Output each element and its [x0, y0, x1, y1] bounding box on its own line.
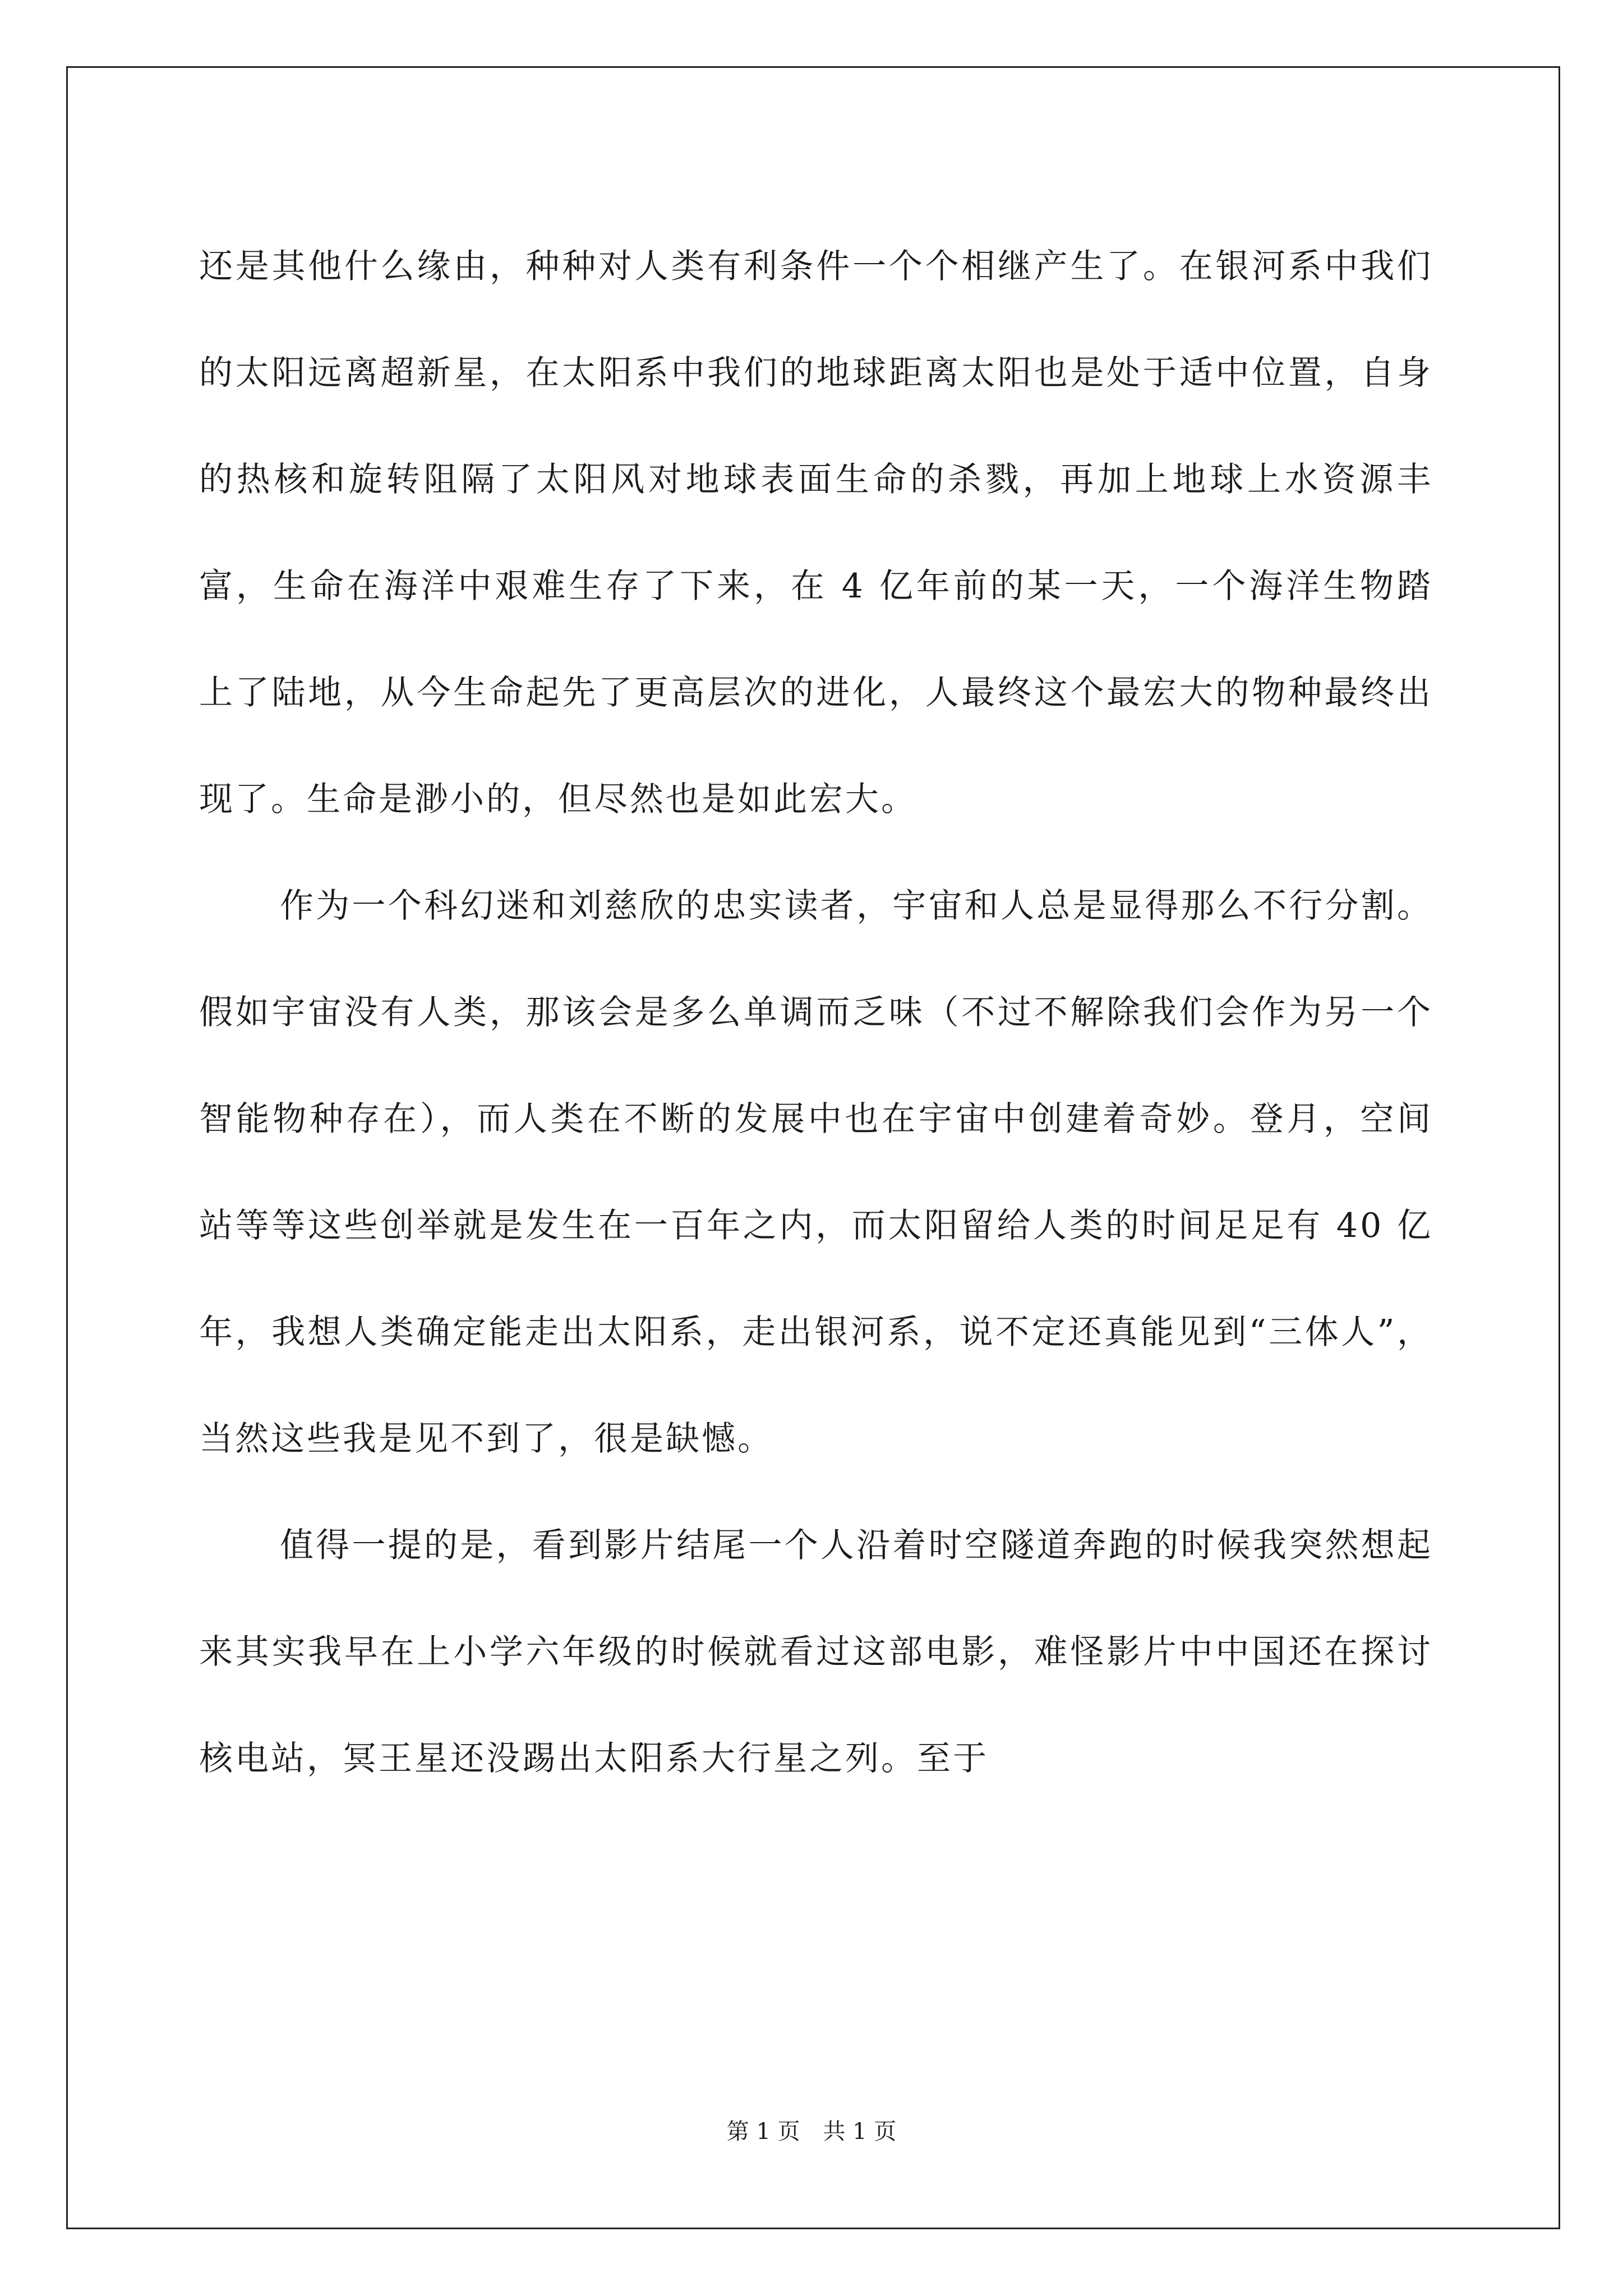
- paragraph-3: 值得一提的是，看到影片结尾一个人沿着时空隧道奔跑的时候我突然想起来其实我早在上小学六年级的时候就看过这部电影，难怪影片中中国还在探讨核电站，冥王星还没踢出太阳系大行星之列。至于: [199, 1526, 1433, 1778]
- paragraph-2: 作为一个科幻迷和刘慈欣的忠实读者，宇宙和人总是显得那么不行分割。假如宇宙没有人类，那该会是多么单调而乏味（不过不解除我们会作为另一个智能物种存在），而人类在不断的发展中也在宇宙中创建着奇妙。登月，空间站等等这些创举就是发生在一百年之内，而太阳留给人类的时间足足有 40 亿年，我想人类确定能走出太阳系，走出银河系，说不定还真能见到“三体人”，当然这些我是见不到了，很是缺憾。: [199, 886, 1433, 1458]
- paragraph-1: 还是其他什么缘由，种种对人类有利条件一个个相继产生了。在银河系中我们的太阳远离超新星，在太阳系中我们的地球距离太阳也是处于适中位置，自身的热核和旋转阻隔了太阳风对地球表面生命的杀戮，再加上地球上水资源丰富，生命在海洋中艰难生存了下来，在 4 亿年前的某一天，一个海洋生物踏上了陆地，从今生命起先了更高层次的进化，人最终这个最宏大的物种最终出现了。生命是渺小的，但尽然也是如此宏大。: [199, 247, 1433, 819]
- page-footer: [0, 2114, 1623, 2146]
- document-body: [199, 213, 1433, 1812]
- page-total: 共 1 页: [823, 2119, 897, 2145]
- page-number: 第 1 页: [726, 2119, 800, 2145]
